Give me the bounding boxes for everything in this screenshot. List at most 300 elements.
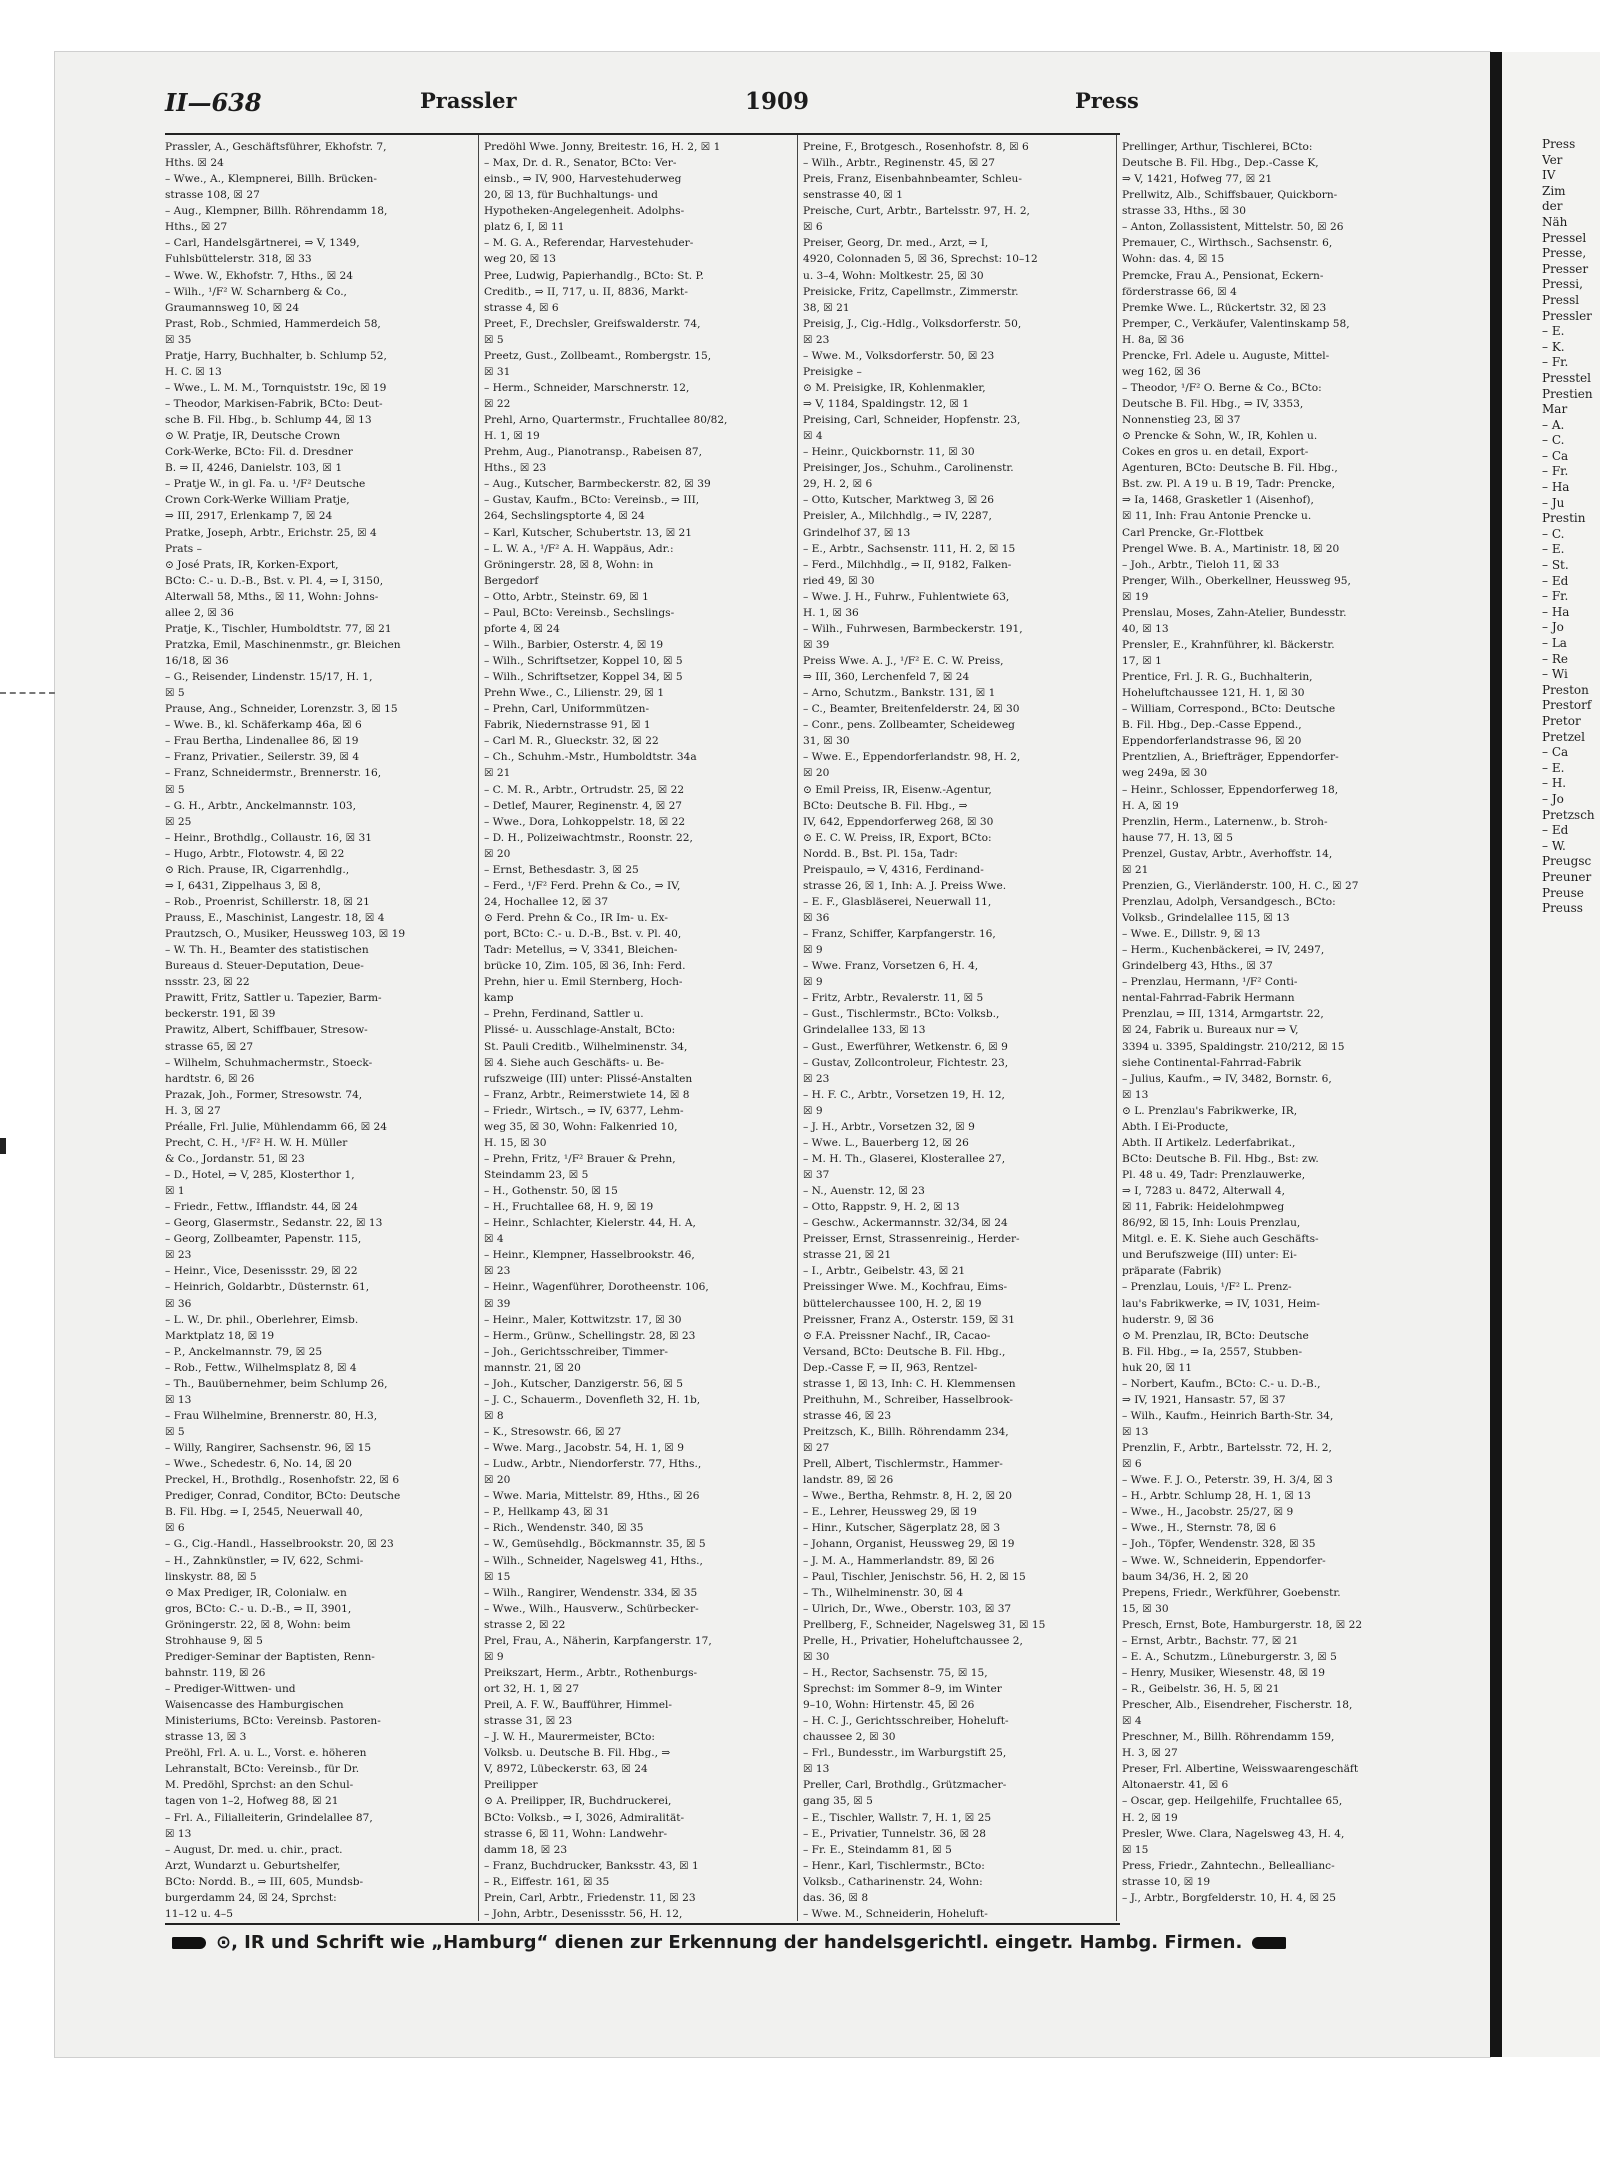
directory-line: – Theodor, ¹/F² O. Berne & Co., BCto:: [1122, 381, 1322, 394]
directory-line: Plissé- u. Ausschlage-Anstalt, BCto:: [484, 1024, 676, 1037]
footer-note: ⊙, IR und Schrift wie „Hamburg“ dienen zur Erkennung der handelsgerichtl. eingetr. Hambg. Firmen.: [216, 1932, 1243, 1953]
directory-line: Prel, Frau, A., Näherin, Karpfangerstr. 17,: [484, 1634, 712, 1647]
directory-line: – Otto, Rappstr. 9, H. 2, ☒ 13: [803, 1201, 960, 1214]
directory-line: Nordd. B., Bst. Pl. 15a, Tadr:: [803, 847, 958, 860]
directory-line: – K., Stresowstr. 66, ☒ 27: [484, 1426, 622, 1438]
directory-line: ☒ 22: [484, 398, 511, 410]
directory-line: – Conr., pens. Zollbeamter, Scheideweg: [803, 719, 1015, 732]
directory-line: – Heinr., Schlosser, Eppendorferweg 18,: [1122, 783, 1339, 796]
facing-page-line: – H.: [1542, 776, 1567, 791]
directory-line: Abth. II Artikelz. Lederfabrikat.,: [1122, 1136, 1296, 1149]
directory-line: Prehn, hier u. Emil Sternberg, Hoch-: [484, 976, 683, 989]
facing-page-line: – C.: [1542, 526, 1565, 541]
directory-line: H. A, ☒ 19: [1122, 799, 1179, 812]
directory-line: ⊙ L. Prenzlau's Fabrikwerke, IR,: [1122, 1104, 1298, 1117]
directory-line: Bergedorf: [484, 574, 539, 587]
directory-line: Grindelhof 37, ☒ 13: [803, 526, 911, 539]
directory-line: Volksb. u. Deutsche B. Fil. Hbg., ⇒: [484, 1747, 671, 1760]
directory-line: ⇒ III, 360, Lerchenfeld 7, ☒ 24: [803, 671, 970, 684]
facing-page-line: – Ha: [1542, 604, 1570, 619]
directory-line: – Wilh., Barbier, Osterstr. 4, ☒ 19: [484, 638, 664, 651]
directory-line: – Ch., Schuhm.-Mstr., Humboldtstr. 34a: [484, 751, 697, 764]
directory-line: – P., Hellkamp 43, ☒ 31: [484, 1506, 610, 1519]
directory-line: Preiser, Georg, Dr. med., Arzt, ⇒ I,: [803, 237, 989, 250]
directory-line: Preisig, J., Cig.-Hdlg., Volksdorferstr. 50,: [803, 317, 1022, 330]
directory-line: strasse 65, ☒ 27: [165, 1040, 254, 1053]
directory-line: – Hugo, Arbtr., Flotowstr. 4, ☒ 22: [165, 847, 345, 860]
directory-line: ☒ 13: [165, 1827, 192, 1840]
directory-line: – Willy, Rangirer, Sachsenstr. 96, ☒ 15: [165, 1442, 372, 1455]
directory-line: – Joh., Töpfer, Wendenstr. 328, ☒ 35: [1122, 1538, 1316, 1551]
directory-line: ⇒ III, 2917, Erlenkamp 7, ☒ 24: [165, 510, 333, 523]
directory-line: 40, ☒ 13: [1122, 622, 1169, 635]
directory-line: tagen von 1–2, Hofweg 88, ☒ 21: [165, 1795, 339, 1808]
directory-line: Marktplatz 18, ☒ 19: [165, 1329, 275, 1342]
directory-line: Prepens, Friedr., Werkführer, Goebenstr.: [1122, 1586, 1341, 1599]
directory-line: Prats –: [165, 542, 202, 555]
facing-page-text: [1502, 52, 1600, 917]
directory-line: Premcke, Frau A., Pensionat, Eckern-: [1122, 269, 1324, 282]
directory-line: – G., Reisender, Lindenstr. 15/17, H. 1,: [165, 671, 373, 684]
directory-line: H. C. ☒ 13: [165, 365, 222, 378]
directory-line: – Frl., Bundesstr., im Warburgstift 25,: [803, 1747, 1007, 1760]
directory-line: – E. F., Glasbläserei, Neuerwall 11,: [803, 895, 992, 908]
facing-page-line: – Re: [1542, 651, 1568, 666]
directory-line: – Geschw., Ackermannstr. 32/34, ☒ 24: [803, 1217, 1008, 1230]
directory-line: Alterwall 58, Mths., ☒ 11, Wohn: Johns-: [165, 590, 379, 603]
directory-line: präparate (Fabrik): [1122, 1265, 1222, 1278]
directory-line: Prenzlau, ⇒ III, 1314, Armgartstr. 22,: [1122, 1008, 1324, 1021]
facing-page-line: Mar: [1542, 402, 1568, 417]
directory-line: Pratje, Harry, Buchhalter, b. Schlump 52,: [165, 349, 387, 362]
directory-line: ☒ 36: [803, 912, 830, 924]
facing-page-line: Pressel: [1542, 230, 1587, 245]
directory-line: ☒ 9: [484, 1650, 504, 1663]
directory-line: Hths. ☒ 24: [165, 157, 224, 170]
facing-page-line: Preuse: [1542, 885, 1584, 900]
directory-line: strasse 1, ☒ 13, Inh: C. H. Klemmensen: [803, 1377, 1016, 1390]
directory-line: ☒ 4. Siehe auch Geschäfts- u. Be-: [484, 1056, 664, 1069]
directory-line: weg 20, ☒ 13: [484, 253, 557, 266]
directory-line: ⊙ Ferd. Prehn & Co., IR Im- u. Ex-: [484, 912, 668, 924]
facing-page-line: Pressi,: [1542, 277, 1583, 292]
directory-line: – Prehn, Fritz, ¹/F² Brauer & Prehn,: [484, 1152, 676, 1165]
directory-line: – Wwe., H., Sternstr. 78, ☒ 6: [1122, 1522, 1277, 1535]
facing-page-line: – W.: [1542, 838, 1566, 853]
directory-line: Preische, Curt, Arbtr., Bartelsstr. 97, H. 2,: [803, 205, 1030, 218]
directory-line: Prentice, Frl. J. R. G., Buchhalterin,: [1122, 671, 1313, 684]
directory-line: ☒ 5: [165, 783, 185, 796]
directory-line: – Friedr., Fettw., Ifflandstr. 44, ☒ 24: [165, 1201, 358, 1214]
directory-line: – Norbert, Kaufm., BCto: C.- u. D.-B.,: [1122, 1377, 1321, 1390]
directory-line: – Wwe., Bertha, Rehmstr. 8, H. 2, ☒ 20: [803, 1490, 1012, 1503]
directory-column-3: [803, 139, 1111, 1921]
facing-page-line: – Ju: [1542, 495, 1565, 510]
directory-line: – Wwe. E., Dillstr. 9, ☒ 13: [1122, 928, 1261, 941]
directory-line: ☒ 4: [1122, 1715, 1142, 1728]
directory-line: Prellinger, Arthur, Tischlerei, BCto:: [1122, 141, 1313, 153]
directory-line: – Ludw., Arbtr., Niendorferstr. 77, Hths.,: [484, 1458, 702, 1471]
directory-line: Mitgl. e. E. K. Siehe auch Geschäfts-: [1122, 1233, 1319, 1246]
directory-line: – J. C., Schauerm., Dovenfleth 32, H. 1b,: [484, 1393, 701, 1406]
directory-line: BCto: Deutsche B. Fil. Hbg., Bst: zw.: [1122, 1152, 1319, 1165]
directory-column-4: [1122, 139, 1432, 1921]
directory-line: Prawitz, Albert, Schiffbauer, Stresow-: [165, 1024, 368, 1037]
facing-page-line: – Ed: [1542, 823, 1569, 838]
facing-page-line: Pressler: [1542, 308, 1592, 323]
directory-line: – H., Gothenstr. 50, ☒ 15: [484, 1185, 618, 1198]
facing-page-line: Pretzsch: [1542, 807, 1595, 822]
directory-line: landstr. 89, ☒ 26: [803, 1474, 894, 1487]
directory-line: Lehranstalt, BCto: Vereinsb., für Dr.: [165, 1763, 360, 1776]
header-first-entry: Prassler: [420, 88, 517, 113]
directory-line: – Max, Dr. d. R., Senator, BCto: Ver-: [484, 157, 677, 170]
directory-line: – Wwe., Dora, Lohkoppelstr. 18, ☒ 22: [484, 815, 686, 828]
directory-line: H. 1, ☒ 19: [484, 430, 540, 443]
directory-line: – Wilh., Kaufm., Heinrich Barth-Str. 34,: [1122, 1409, 1334, 1422]
directory-line: – Wwe. Maria, Mittelstr. 89, Hths., ☒ 26: [484, 1490, 700, 1503]
directory-line: strasse 33, Hths., ☒ 30: [1122, 205, 1247, 218]
directory-line: B. Fil. Hbg., Dep.-Casse Eppend.,: [1122, 719, 1302, 732]
directory-line: – Wilh., ¹/F² W. Scharnberg & Co.,: [165, 285, 347, 298]
directory-line: – Heinr., Maler, Kottwitzstr. 17, ☒ 30: [484, 1313, 682, 1326]
directory-line: M. Predöhl, Sprchst: an den Schul-: [165, 1779, 354, 1792]
directory-line: Prautzsch, O., Musiker, Heussweg 103, ☒ 19: [165, 928, 406, 941]
directory-line: ☒ 35: [165, 333, 192, 346]
directory-line: – Wilh., Schriftsetzer, Koppel 34, ☒ 5: [484, 671, 683, 684]
directory-line: – Prehn, Carl, Uniformmützen-: [484, 703, 650, 716]
directory-line: Steindamm 23, ☒ 5: [484, 1169, 589, 1181]
directory-line: – Wwe. M., Schneiderin, Hoheluft-: [803, 1907, 988, 1920]
facing-page-line: Preuner: [1542, 869, 1592, 884]
facing-page-fragment: [1502, 52, 1600, 2057]
directory-line: – Frau Wilhelmine, Brennerstr. 80, H.3,: [165, 1409, 378, 1422]
directory-line: – Wilh., Schneider, Nagelsweg 41, Hths.,: [484, 1554, 703, 1567]
directory-line: chaussee 2, ☒ 30: [803, 1731, 896, 1744]
directory-line: Bureaus d. Steuer-Deputation, Deue-: [165, 960, 364, 973]
directory-line: Bst. zw. Pl. A 19 u. B 19, Tadr: Prencke,: [1122, 478, 1335, 491]
directory-line: ⇒ I, 7283 u. 8472, Alterwall 4,: [1122, 1185, 1286, 1198]
directory-line: – Franz, Privatier., Seilerstr. 39, ☒ 4: [165, 751, 360, 764]
directory-line: strasse 21, ☒ 21: [803, 1249, 892, 1262]
directory-line: Prell, Albert, Tischlermstr., Hammer-: [803, 1458, 1003, 1471]
directory-line: Gröningerstr. 28, ☒ 8, Wohn: in: [484, 558, 654, 571]
directory-line: Preöhl, Frl. A. u. L., Vorst. e. höheren: [165, 1747, 367, 1760]
directory-line: nssstr. 23, ☒ 22: [165, 976, 250, 989]
directory-line: Pl. 48 u. 49, Tadr: Prenzlauwerke,: [1122, 1169, 1306, 1181]
facing-page-line: der: [1542, 199, 1563, 214]
directory-line: förderstrasse 66, ☒ 4: [1122, 285, 1237, 298]
directory-line: ⊙ M. Prenzlau, IR, BCto: Deutsche: [1122, 1329, 1309, 1342]
directory-line: – H. C. J., Gerichtsschreiber, Hoheluft-: [803, 1715, 1009, 1728]
directory-line: – Wilh., Arbtr., Reginenstr. 45, ☒ 27: [803, 157, 996, 170]
directory-line: – William, Correspond., BCto: Deutsche: [1122, 703, 1336, 716]
facing-page-line: – Ha: [1542, 480, 1570, 495]
directory-line: – W. Th. H., Beamter des statistischen: [165, 944, 369, 957]
directory-line: ☒ 4: [803, 430, 823, 443]
directory-line: – Heinr., Quickbornstr. 11, ☒ 30: [803, 446, 975, 459]
directory-line: und Berufszweige (III) unter: Ei-: [1122, 1249, 1297, 1262]
directory-line: – J. H., Arbtr., Vorsetzen 32, ☒ 9: [803, 1120, 975, 1133]
directory-line: – Heinr., Schlachter, Kielerstr. 44, H. A,: [484, 1217, 696, 1230]
directory-line: – Heinrich, Goldarbtr., Düsternstr. 61,: [165, 1281, 370, 1294]
margin-mark: [0, 1138, 6, 1154]
directory-line: 31, ☒ 30: [803, 735, 850, 748]
directory-line: – Wwe. F. J. O., Peterstr. 39, H. 3/4, ☒ 3: [1122, 1474, 1333, 1487]
directory-line: Pratje, K., Tischler, Humboldtstr. 77, ☒ 21: [165, 622, 392, 635]
directory-line: ☒ 9: [803, 976, 823, 989]
directory-line: – Th., Bauübernehmer, beim Schlump 26,: [165, 1377, 388, 1390]
directory-line: ⊙ Max Prediger, IR, Colonialw. en: [165, 1586, 347, 1599]
directory-line: BCto: Nordd. B., ⇒ III, 605, Mundsb-: [165, 1875, 364, 1888]
directory-line: Prauss, E., Maschinist, Langestr. 18, ☒ 4: [165, 912, 385, 924]
directory-line: gros, BCto: C.- u. D.-B., ⇒ II, 3901,: [165, 1602, 352, 1615]
directory-line: Preising, Carl, Schneider, Hopfenstr. 23,: [803, 414, 1021, 427]
directory-line: Deutsche B. Fil. Hbg., ⇒ IV, 3353,: [1122, 398, 1304, 410]
directory-line: Prenzlin, F., Arbtr., Bartelsstr. 72, H. 2,: [1122, 1442, 1332, 1455]
directory-line: ☒ 5: [484, 333, 504, 346]
directory-line: – Wwe., L. M. M., Tornquiststr. 19c, ☒ 19: [165, 381, 387, 394]
directory-line: Preitzsch, K., Billh. Röhrendamm 234,: [803, 1426, 1009, 1438]
directory-line: ☒ 13: [165, 1393, 192, 1406]
directory-line: – Gust., Tischlermstr., BCto: Volksb.,: [803, 1008, 1000, 1021]
directory-line: – L. W., Dr. phil., Oberlehrer, Eimsb.: [165, 1313, 359, 1326]
directory-line: – Ernst, Bethesdastr. 3, ☒ 25: [484, 863, 639, 876]
directory-line: weg 249a, ☒ 30: [1122, 767, 1208, 780]
margin-dashed-line: [0, 692, 55, 694]
directory-line: Grindelberg 43, Hths., ☒ 37: [1122, 960, 1273, 973]
directory-line: – Heinr., Vice, Desenissstr. 29, ☒ 22: [165, 1265, 358, 1278]
directory-line: beckerstr. 191, ☒ 39: [165, 1008, 276, 1021]
directory-line: – Heinr., Wagenführer, Dorotheenstr. 106,: [484, 1281, 709, 1294]
header-rule: [165, 133, 1120, 135]
directory-line: – J. M. A., Hammerlandstr. 89, ☒ 26: [803, 1554, 995, 1567]
directory-line: strasse 2, ☒ 22: [484, 1618, 566, 1631]
directory-line: Premauer, C., Wirthsch., Sachsenstr. 6,: [1122, 237, 1333, 250]
directory-line: ⊙ M. Preisigke, IR, Kohlenmakler,: [803, 381, 986, 394]
directory-column-2: [484, 139, 792, 1921]
directory-line: ☒ 9: [803, 944, 823, 957]
directory-line: – Henr., Karl, Tischlermstr., BCto:: [803, 1859, 985, 1872]
directory-line: 29, H. 2, ☒ 6: [803, 478, 873, 491]
directory-line: Abth. I Ei-Producte,: [1122, 1120, 1229, 1133]
page-header: [165, 88, 1139, 122]
facing-page-line: Ver: [1542, 152, 1563, 167]
directory-line: Preis, Franz, Eisenbahnbeamter, Schleu-: [803, 173, 1022, 186]
directory-line: – Theodor, Markisen-Fabrik, BCto: Deut-: [165, 398, 383, 410]
directory-line: 264, Sechslingsptorte 4, ☒ 24: [484, 510, 645, 523]
directory-line: – John, Arbtr., Desenissstr. 56, H. 12,: [484, 1907, 683, 1920]
directory-line: Volksb., Catharinenstr. 24, Wohn:: [803, 1875, 983, 1888]
directory-line: – D., Hotel, ⇒ V, 285, Klosterthor 1,: [165, 1169, 355, 1181]
directory-line: ☒ 1: [165, 1185, 185, 1198]
directory-line: Press, Friedr., Zahntechn., Belleallianc-: [1122, 1859, 1335, 1872]
directory-line: strasse 108, ☒ 27: [165, 189, 260, 202]
directory-line: ⊙ Prencke & Sohn, W., IR, Kohlen u.: [1122, 430, 1318, 443]
facing-page-line: Näh: [1542, 214, 1568, 229]
directory-line: IV, 642, Eppendorferweg 268, ☒ 30: [803, 815, 994, 828]
directory-line: – Wwe. B., kl. Schäferkamp 46a, ☒ 6: [165, 719, 362, 732]
directory-line: – Ferd., Milchhdlg., ⇒ II, 9182, Falken-: [803, 558, 1012, 571]
directory-line: – Wilh., Rangirer, Wendenstr. 334, ☒ 35: [484, 1586, 698, 1599]
directory-line: Prediger-Seminar der Baptisten, Renn-: [165, 1650, 375, 1663]
directory-line: mannstr. 21, ☒ 20: [484, 1361, 581, 1374]
directory-line: V, 8972, Lübeckerstr. 63, ☒ 24: [484, 1763, 648, 1776]
directory-line: St. Pauli Creditb., Wilhelminenstr. 34,: [484, 1040, 688, 1053]
directory-line: Prenzien, G., Vierländerstr. 100, H. C., ☒ 27: [1122, 879, 1359, 892]
directory-line: – Paul, Tischler, Jenischstr. 56, H. 2, ☒ 15: [803, 1570, 1026, 1583]
directory-line: B. Fil. Hbg., ⇒ Ia, 2557, Stubben-: [1122, 1345, 1303, 1358]
directory-line: – Wwe. Franz, Vorsetzen 6, H. 4,: [803, 960, 979, 973]
directory-line: Prast, Rob., Schmied, Hammerdeich 58,: [165, 317, 381, 330]
directory-line: – H., Fruchtallee 68, H. 9, ☒ 19: [484, 1201, 654, 1214]
directory-line: – Joh., Arbtr., Tieloh 11, ☒ 33: [1122, 558, 1280, 571]
directory-line: Preikszart, Herm., Arbtr., Rothenburgs-: [484, 1666, 698, 1679]
directory-line: ⊙ Emil Preiss, IR, Eisenw.-Agentur,: [803, 783, 992, 796]
directory-line: – C., Beamter, Breitenfelderstr. 24, ☒ 30: [803, 703, 1020, 716]
directory-line: – H., Arbtr. Schlump 28, H. 1, ☒ 13: [1122, 1490, 1311, 1503]
directory-line: strasse 31, ☒ 23: [484, 1715, 573, 1728]
directory-line: – Prediger-Wittwen- und: [165, 1683, 296, 1695]
directory-line: ☒ 20: [484, 1474, 511, 1487]
directory-line: – Franz, Buchdrucker, Banksstr. 43, ☒ 1: [484, 1859, 699, 1872]
directory-line: – Georg, Glasermstr., Sedanstr. 22, ☒ 13: [165, 1217, 383, 1230]
directory-line: ☒ 20: [484, 847, 511, 860]
directory-line: H. 2, ☒ 19: [1122, 1811, 1178, 1824]
directory-line: senstrasse 40, ☒ 1: [803, 189, 903, 202]
directory-line: – Franz, Schneidermstr., Brennerstr. 16,: [165, 767, 382, 780]
directory-line: Prassler, A., Geschäftsführer, Ekhofstr. 7,: [165, 141, 387, 153]
directory-line: Préalle, Frl. Julie, Mühlendamm 66, ☒ 24: [165, 1120, 388, 1133]
directory-line: weg 162, ☒ 36: [1122, 365, 1201, 378]
directory-line: ☒ 31: [484, 365, 511, 378]
directory-line: Gröningerstr. 22, ☒ 8, Wohn: beim: [165, 1618, 351, 1631]
directory-line: Prehm, Aug., Pianotransp., Rabeisen 87,: [484, 446, 702, 459]
directory-line: ☒ 8: [484, 1409, 504, 1422]
directory-line: H. 8a, ☒ 36: [1122, 333, 1185, 346]
pointing-hand-icon: [172, 1937, 206, 1949]
directory-line: 15, ☒ 30: [1122, 1602, 1169, 1615]
directory-line: – J., Arbtr., Borgfelderstr. 10, H. 4, ☒ 25: [1122, 1891, 1336, 1904]
directory-line: – Franz, Arbtr., Reimerstwiete 14, ☒ 8: [484, 1088, 690, 1101]
directory-line: – Wwe. L., Bauerberg 12, ☒ 26: [803, 1136, 969, 1149]
directory-line: – Aug., Kutscher, Barmbeckerstr. 82, ☒ 39: [484, 478, 711, 491]
facing-page-line: Prestin: [1542, 511, 1586, 526]
directory-line: Prediger, Conrad, Conditor, BCto: Deutsche: [165, 1490, 401, 1503]
directory-line: ☒ 23: [165, 1249, 192, 1262]
directory-line: Hoheluftchaussee 121, H. 1, ☒ 30: [1122, 687, 1305, 700]
directory-line: Preine, F., Brotgesch., Rosenhofstr. 8, ☒ 6: [803, 141, 1029, 153]
directory-line: – Frau Bertha, Lindenallee 86, ☒ 19: [165, 735, 359, 748]
directory-line: Ministeriums, BCto: Vereinsb. Pastoren-: [165, 1715, 381, 1728]
facing-page-line: – Fr.: [1542, 355, 1569, 370]
directory-line: brücke 10, Zim. 105, ☒ 36, Inh: Ferd.: [484, 960, 686, 973]
directory-line: Preet, F., Drechsler, Greifswalderstr. 74,: [484, 317, 701, 330]
directory-line: Prenzlin, Herm., Laternenw., b. Stroh-: [1122, 815, 1328, 828]
directory-line: 4920, Colonnaden 5, ☒ 36, Sprechst: 10–12: [803, 253, 1038, 266]
directory-line: ☒ 36: [165, 1297, 192, 1310]
directory-line: ⊙ José Prats, IR, Korken-Export,: [165, 558, 339, 571]
column-divider: [478, 135, 479, 1921]
facing-page-line: – Ed: [1542, 573, 1569, 588]
directory-line: Sprechst: im Sommer 8–9, im Winter: [803, 1683, 1002, 1695]
directory-line: damm 18, ☒ 23: [484, 1843, 568, 1856]
directory-line: baum 34/36, H. 2, ☒ 20: [1122, 1570, 1249, 1583]
directory-line: – H., Zahnkünstler, ⇒ IV, 622, Schmi-: [165, 1554, 364, 1567]
directory-line: – Joh., Kutscher, Danzigerstr. 56, ☒ 5: [484, 1377, 683, 1390]
column-divider: [797, 135, 798, 1921]
directory-line: – Gustav, Zollcontroleur, Fichtestr. 23,: [803, 1056, 1009, 1069]
directory-line: Preithuhn, M., Schreiber, Hasselbrook-: [803, 1393, 1014, 1406]
directory-line: – Otto, Kutscher, Marktweg 3, ☒ 26: [803, 494, 995, 507]
directory-line: – Prenzlau, Louis, ¹/F² L. Prenz-: [1122, 1281, 1292, 1294]
directory-line: Eppendorferlandstrasse 96, ☒ 20: [1122, 735, 1302, 748]
directory-line: ⊙ E. C. W. Preiss, IR, Export, BCto:: [803, 831, 992, 844]
directory-line: – G., Cig.-Handl., Hasselbrookstr. 20, ☒ 23: [165, 1538, 394, 1551]
directory-line: ☒ 23: [803, 333, 830, 346]
directory-line: – Otto, Arbtr., Steinstr. 69, ☒ 1: [484, 590, 649, 603]
directory-line: H. 3, ☒ 27: [1122, 1747, 1178, 1760]
directory-line: Predöhl Wwe. Jonny, Breitestr. 16, H. 2, ☒ 1: [484, 141, 721, 153]
directory-line: Preser, Frl. Albertine, Weisswaarengeschäft: [1122, 1763, 1359, 1776]
directory-line: Prellwitz, Alb., Schiffsbauer, Quickborn-: [1122, 189, 1338, 202]
facing-page-line: – E.: [1542, 760, 1565, 775]
directory-line: huk 20, ☒ 11: [1122, 1361, 1192, 1374]
directory-line: Tadr: Metellus, ⇒ V, 3341, Bleichen-: [484, 944, 678, 957]
facing-page-line: Pretzel: [1542, 729, 1585, 744]
directory-line: platz 6, I, ☒ 11: [484, 221, 565, 234]
directory-line: ☒ 15: [484, 1570, 511, 1583]
facing-page-line: – C.: [1542, 433, 1565, 448]
facing-page-line: Prestorf: [1542, 698, 1592, 713]
directory-line: – Carl, Handelsgärtnerei, ⇒ V, 1349,: [165, 237, 360, 250]
directory-line: kamp: [484, 992, 514, 1005]
directory-line: – Th., Wilhelminenstr. 30, ☒ 4: [803, 1586, 964, 1599]
directory-line: ⇒ I, 6431, Zippelhaus 3, ☒ 8,: [165, 879, 322, 892]
facing-page-line: – La: [1542, 636, 1567, 650]
directory-line: Pratzka, Emil, Maschinenmstr., gr. Bleichen: [165, 638, 401, 651]
directory-line: Prehl, Arno, Quartermstr., Fruchtallee 80/82,: [484, 414, 728, 427]
facing-page-line: – St.: [1542, 558, 1569, 573]
directory-line: – Fr. E., Steindamm 81, ☒ 5: [803, 1843, 952, 1856]
facing-page-line: – A.: [1542, 417, 1565, 432]
directory-line: burgerdamm 24, ☒ 24, Sprchst:: [165, 1891, 337, 1904]
directory-line: Waisencasse des Hamburgischen: [165, 1699, 344, 1712]
directory-line: 17, ☒ 1: [1122, 655, 1162, 667]
page-gutter-shadow: [1490, 52, 1502, 2057]
directory-line: – Ferd., ¹/F² Ferd. Prehn & Co., ⇒ IV,: [484, 879, 681, 892]
directory-line: H. 15, ☒ 30: [484, 1136, 547, 1149]
directory-line: – Frl. A., Filialleiterin, Grindelallee 87,: [165, 1811, 373, 1824]
directory-line: – Detlef, Maurer, Reginenstr. 4, ☒ 27: [484, 799, 683, 812]
directory-line: 24, Hochallee 12, ☒ 37: [484, 895, 609, 908]
directory-line: – August, Dr. med. u. chir., pract.: [165, 1843, 343, 1856]
directory-line: port, BCto: C.- u. D.-B., Bst. v. Pl. 40,: [484, 928, 682, 941]
directory-line: strasse 6, ☒ 11, Wohn: Landwehr-: [484, 1827, 668, 1840]
directory-line: ⇒ IV, 1921, Hansastr. 57, ☒ 37: [1122, 1393, 1286, 1406]
directory-line: – Aug., Klempner, Billh. Röhrendamm 18,: [165, 205, 388, 218]
directory-line: das. 36, ☒ 8: [803, 1891, 869, 1904]
facing-page-line: – Jo: [1542, 620, 1564, 635]
directory-line: – Gustav, Kaufm., BCto: Vereinsb., ⇒ III,: [484, 494, 700, 507]
directory-line: 38, ☒ 21: [803, 301, 850, 314]
directory-line: 11–12 u. 4–5: [165, 1907, 233, 1920]
directory-line: sche B. Fil. Hbg., b. Schlump 44, ☒ 13: [165, 414, 372, 427]
directory-line: Hths., ☒ 27: [165, 221, 228, 234]
directory-line: – Karl, Kutscher, Schubertstr. 13, ☒ 21: [484, 526, 693, 539]
directory-line: Crown Cork-Werke William Pratje,: [165, 494, 350, 507]
directory-line: Prensler, E., Krahnführer, kl. Bäckerstr.: [1122, 638, 1335, 651]
